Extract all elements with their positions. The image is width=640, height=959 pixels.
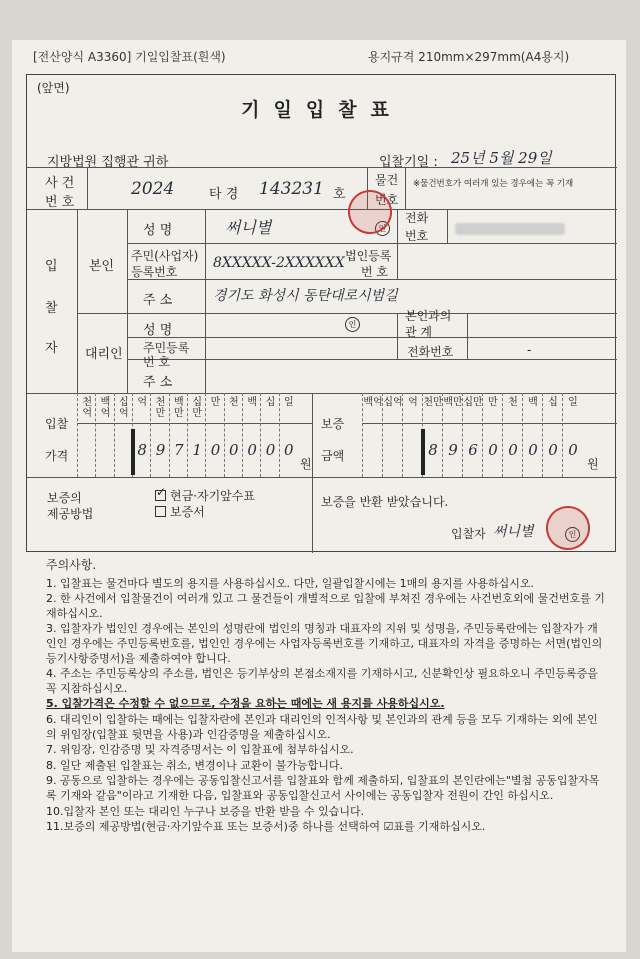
- bid-price-unit-label: 십억: [118, 397, 129, 419]
- note-9: 9. 공동으로 입찰하는 경우에는 공동입찰신고서를 입찰표와 함께 제출하되, 입찰표의 본인란에는"별첨 공동입찰자목록 기재와 같음"이라고 기재한 다음, 입찰표와 공동입찰신고서 사이에는 공동입찰자 전원이 간인 하십시오.: [46, 774, 600, 802]
- deposit-cell: [482, 393, 503, 477]
- note-8: 8. 일단 제출된 입찰표는 취소, 변경이나 교환이 불가능합니다.: [46, 758, 343, 772]
- deposit-label-1: 보증: [321, 417, 345, 431]
- deposit-cell: [402, 393, 423, 477]
- side-label: (앞면): [37, 81, 70, 95]
- bid-price-cell: [187, 393, 206, 477]
- corp-label-1: 법인등록: [345, 249, 392, 263]
- phone-label-1: 전화: [405, 211, 429, 225]
- method-cash-option[interactable]: [155, 487, 255, 504]
- bidder-sign-seal: 인: [565, 527, 580, 542]
- bid-price-unit-label: 백: [247, 397, 257, 408]
- bid-price-cell: [279, 393, 298, 477]
- bid-price-digit[interactable]: 8: [137, 441, 147, 459]
- note-10: 10.입찰자 본인 또는 대리인 누구나 보증을 반환 받을 수 있습니다.: [46, 804, 365, 818]
- cash-checkbox[interactable]: [155, 490, 166, 501]
- deposit-unit-label: 십억: [383, 397, 403, 408]
- principal-id-label-2: 등록번호: [131, 265, 178, 279]
- deposit-cell: [542, 393, 563, 477]
- bid-price-cell: [95, 393, 114, 477]
- principal-id-label-1: 주민(사업자): [131, 249, 199, 263]
- agent-relation-label-1: 본인과의: [405, 309, 452, 323]
- deposit-digit[interactable]: 0: [508, 441, 518, 459]
- notes-heading: 주의사항.: [46, 558, 97, 572]
- case-number[interactable]: 143231: [259, 179, 324, 199]
- bid-price-unit-label: 천: [228, 397, 239, 408]
- deposit-digit[interactable]: 6: [468, 441, 478, 459]
- deposit-unit-label: 천만: [423, 397, 443, 408]
- deposit-cell: [502, 393, 523, 477]
- principal-id-value[interactable]: 8XXXXX-2XXXXXX: [213, 255, 345, 271]
- paper-size: 용지규격 210mm×297mm(A4용지): [368, 50, 570, 64]
- deposit-label-2: 금액: [321, 449, 345, 463]
- bid-price-unit-label: 천억: [82, 397, 92, 419]
- bidder-label-2: 찰: [45, 301, 58, 316]
- bid-price-digit[interactable]: 0: [247, 441, 257, 459]
- deposit-unit-label: 억: [408, 397, 418, 408]
- method-bond-option[interactable]: [155, 503, 205, 520]
- phone-label-2: 번호: [405, 229, 429, 243]
- deposit-digit[interactable]: 0: [488, 441, 498, 459]
- agent-phone-label: 전화번호: [407, 345, 454, 359]
- bid-price-digit[interactable]: 0: [229, 441, 239, 459]
- bid-form: [26, 74, 616, 552]
- method-cash-label: 현금·자기앞수표: [170, 489, 255, 503]
- deposit-unit-label: 십: [548, 397, 558, 408]
- court-label: 지방법원 집행관 귀하: [47, 155, 169, 170]
- deposit-start-bar: [421, 429, 425, 475]
- note-11: 11.보증의 제공방법(현금·자기앞수표 또는 보증서)중 하나를 선택하여 ☑표를 기재하십시오.: [46, 820, 486, 834]
- principal-label: 본인: [89, 259, 115, 274]
- agent-name-label: 성 명: [143, 323, 173, 338]
- note-4: 4. 주소는 주민등록상의 주소를, 법인은 등기부상의 본점소재지를 기재하시고, 신분확인상 필요하오니 주민등록증을 꼭 지참하십시오.: [46, 667, 598, 695]
- bidder-label-1: 입: [45, 259, 58, 274]
- bid-price-unit-label: 십: [265, 397, 276, 408]
- method-label-1: 보증의: [47, 491, 82, 505]
- deposit-digit[interactable]: 8: [428, 441, 438, 459]
- deposit-digit[interactable]: 0: [568, 441, 578, 459]
- deposit-unit-label: 십만: [463, 397, 483, 408]
- bid-price-cell: [169, 393, 188, 477]
- deposit-cell: [522, 393, 543, 477]
- bid-price-unit-label: 억: [137, 397, 147, 408]
- principal-address-label: 주 소: [143, 293, 173, 308]
- bidder-label-3: 자: [45, 341, 58, 356]
- agent-label: 대리인: [85, 347, 123, 362]
- bid-price-cell: [242, 393, 261, 477]
- case-label-2: 번 호: [45, 195, 75, 210]
- case-type: 타 경: [209, 187, 239, 202]
- return-text: 보증을 반환 받았습니다.: [321, 495, 449, 509]
- agent-address-label: 주 소: [143, 375, 173, 390]
- bid-price-won: 원: [300, 457, 312, 471]
- agent-relation-label-2: 관 계: [405, 325, 432, 339]
- bidder-sign-name[interactable]: 써니별: [493, 524, 534, 540]
- agent-id-label-2: 번 호: [143, 355, 170, 369]
- method-bond-label: 보증서: [170, 505, 205, 519]
- bid-price-unit-label: 백만: [173, 397, 184, 419]
- bid-date-value[interactable]: 25년 5월 29일: [451, 149, 552, 167]
- note-5: 5. 입찰가격은 수정할 수 없으므로, 수정을 요하는 때에는 새 용지를 사용하십시오.: [46, 697, 445, 711]
- deposit-digit[interactable]: 9: [448, 441, 458, 459]
- item-note: ※물건번호가 여러개 있는 경우에는 꼭 기재: [413, 179, 574, 189]
- principal-seal: 인: [375, 221, 390, 236]
- deposit-cell: [562, 393, 583, 477]
- bidder-sign-label: 입찰자: [451, 527, 486, 541]
- bid-price-unit-label: 백억: [100, 397, 111, 419]
- deposit-unit-label: 만: [488, 397, 498, 408]
- deposit-unit-label: 일: [568, 397, 578, 408]
- bid-price-unit-label: 일: [283, 397, 294, 408]
- note-2: 2. 한 사건에서 입찰물건이 여러개 있고 그 물건들이 개별적으로 입찰에 부쳐진 경우에는 사건번호외에 물건번호를 기재하십시오.: [46, 592, 605, 620]
- deposit-unit-label: 백: [528, 397, 538, 408]
- bid-price-label-1: 입찰: [45, 417, 69, 431]
- bid-price-cell: [150, 393, 169, 477]
- note-6: 6. 대리인이 입찰하는 때에는 입찰자란에 본인과 대리인의 인적사항 및 본인과의 관계 등을 모두 기재하는 외에 본인의 위임장(입찰표 뒷면을 사용)과 인감증명을 제출하십시오.: [46, 712, 598, 741]
- deposit-cell: [362, 393, 383, 477]
- bid-price-grid: [77, 393, 297, 477]
- form-title: 기일입찰표: [241, 99, 403, 121]
- bid-price-unit-label: 십만: [192, 397, 202, 419]
- bid-price-label-2: 가격: [45, 449, 69, 463]
- bid-price-cell: [205, 393, 224, 477]
- principal-name-value[interactable]: 써니별: [225, 218, 272, 237]
- principal-name-label: 성 명: [143, 223, 173, 238]
- deposit-unit-label: 백만: [443, 397, 463, 408]
- bid-price-cell: [77, 393, 96, 477]
- bid-price-unit-label: 천만: [155, 397, 166, 419]
- bid-price-digit[interactable]: 9: [155, 441, 166, 459]
- item-label-2: 번호: [375, 193, 399, 207]
- deposit-won: 원: [587, 457, 599, 471]
- bid-price-digit[interactable]: 0: [210, 441, 221, 459]
- bid-price-digit[interactable]: 1: [192, 441, 202, 459]
- principal-address-value[interactable]: 경기도 화성시 동탄대로시범길: [213, 288, 398, 304]
- deposit-digit[interactable]: 0: [528, 441, 538, 459]
- notes-section: [46, 558, 606, 836]
- note-1: 1. 입찰표는 물건마다 별도의 용지를 사용하십시오. 다만, 일괄입찰시에는 1매의 용지를 사용하십시오.: [46, 576, 534, 590]
- bid-price-digit[interactable]: 0: [265, 441, 276, 459]
- phone-redacted: [455, 223, 565, 235]
- deposit-cell: [462, 393, 483, 477]
- bid-price-cell: [224, 393, 243, 477]
- bid-price-digit[interactable]: 0: [284, 441, 294, 459]
- agent-id-label-1: 주민등록: [143, 341, 190, 355]
- agent-seal: 인: [345, 317, 360, 332]
- case-year[interactable]: 2024: [131, 179, 175, 199]
- bid-date-label: 입찰기일 :: [379, 155, 438, 170]
- deposit-cell: [422, 393, 443, 477]
- bid-price-cell: [132, 393, 151, 477]
- bid-price-start-bar: [131, 429, 135, 475]
- deposit-unit-label: 백억: [363, 397, 383, 408]
- corp-label-2: 번 호: [361, 265, 388, 279]
- bid-price-cell: [260, 393, 279, 477]
- deposit-unit-label: 천: [508, 397, 518, 408]
- note-7: 7. 위임장, 인감증명 및 자격증명서는 이 입찰표에 첨부하십시오.: [46, 743, 354, 757]
- bid-price-digit[interactable]: 7: [174, 441, 184, 459]
- agent-phone-value: -: [527, 343, 532, 357]
- item-label-1: 물건: [375, 173, 399, 187]
- case-suffix: 호: [333, 187, 346, 202]
- deposit-cell: [442, 393, 463, 477]
- note-3: 3. 입찰자가 법인인 경우에는 본인의 성명란에 법인의 명칭과 대표자의 지위 및 성명을, 주민등록란에는 입찰자가 개인인 경우에는 주민등록번호를, 법인인 경우에는 사업자등록번호를 기재하고, 대표자의 자격을 증명하는 서면(법인의 등기사항증명서)을 제출하여야 합니다.: [46, 622, 603, 665]
- form-code: [전산양식 A3360] 기일입찰표(흰색): [33, 50, 226, 64]
- case-label-1: 사 건: [45, 176, 75, 191]
- deposit-grid: [362, 393, 582, 477]
- deposit-digit[interactable]: 0: [548, 441, 558, 459]
- bid-price-unit-label: 만: [210, 397, 221, 408]
- method-label-2: 제공방법: [47, 507, 94, 521]
- deposit-cell: [382, 393, 403, 477]
- bond-checkbox[interactable]: [155, 506, 166, 517]
